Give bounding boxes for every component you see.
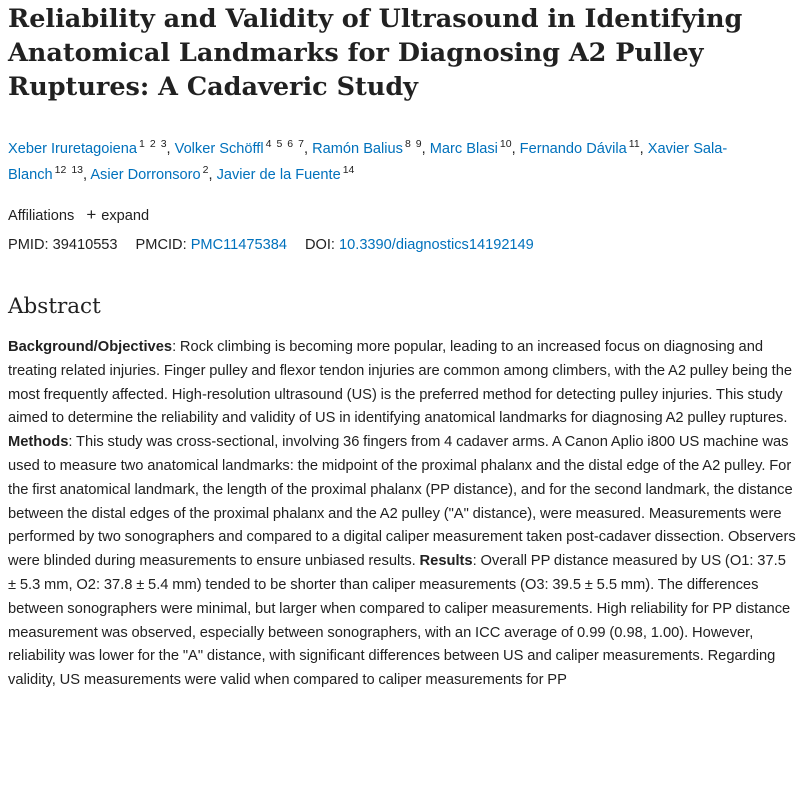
affiliation-number[interactable]: 11 bbox=[628, 138, 640, 150]
affiliation-number[interactable]: 1 bbox=[139, 138, 145, 150]
affiliation-number[interactable]: 7 bbox=[298, 138, 304, 150]
identifiers-row bbox=[8, 234, 552, 256]
author-name[interactable]: Volker Schöffl bbox=[174, 141, 264, 157]
affiliation-number[interactable]: 2 bbox=[149, 138, 156, 150]
affiliation-number[interactable]: 9 bbox=[415, 138, 422, 150]
affiliation-number[interactable]: 5 bbox=[276, 138, 283, 150]
author-affiliation-numbers bbox=[266, 138, 304, 150]
author-affiliation-numbers bbox=[55, 164, 83, 176]
author-affiliation-numbers bbox=[629, 138, 640, 150]
author-affiliation-numbers bbox=[139, 138, 167, 150]
article-title: Reliability and Validity of Ultrasound in Identifying Anatomical Landmarks for Diagnosing A2 Pulley Ruptures: A Cadaveric Study bbox=[8, 4, 743, 102]
author-name[interactable]: Javier de la Fuente bbox=[216, 167, 341, 183]
abstract-section-text: : Rock climbing is becoming more popular, leading to an increased focus on diagnosing and treating related injuries. Finger pulley and flexor tendon injuries are common among climbers, with the A2 pulley being the most frequently affected. High-resolution ultrasound (US) is the preferred method for detecting pulley injuries. This study aimed to determine the reliability and validity of US in identifying anatomical landmarks for diagnosing A2 pulley ruptures. bbox=[8, 339, 793, 427]
abstract-heading: Abstract bbox=[8, 294, 101, 319]
pmid-value: 39410553 bbox=[52, 237, 118, 253]
author-link[interactable] bbox=[519, 138, 640, 157]
author-name[interactable]: Asier Dorronsoro bbox=[90, 167, 201, 183]
affiliation-number[interactable]: 8 bbox=[404, 138, 411, 150]
affiliation-number[interactable]: 6 bbox=[287, 138, 294, 150]
affiliation-number[interactable]: 14 bbox=[342, 164, 355, 176]
author-link[interactable] bbox=[90, 164, 209, 183]
affiliation-number[interactable]: 3 bbox=[160, 138, 167, 150]
author-link[interactable] bbox=[174, 138, 304, 157]
doi-link[interactable]: 10.3390/diagnostics14192149 bbox=[339, 237, 534, 253]
affiliation-number[interactable]: 10 bbox=[499, 138, 512, 150]
pmcid-link[interactable]: PMC11475384 bbox=[190, 237, 287, 253]
author-name[interactable]: Ramón Balius bbox=[312, 141, 403, 157]
affiliations-label: Affiliations bbox=[8, 208, 75, 224]
author-name[interactable]: Fernando Dávila bbox=[519, 141, 627, 157]
affiliations-expand-button[interactable] bbox=[86, 205, 150, 224]
abstract-section-text: : This study was cross-sectional, involving 36 fingers from 4 cadaver arms. A Canon Aplio i800 US machine was used to measure two anatomical landmarks: the midpoint of the proximal phalanx and the distal edge of the A2 pulley. For the first anatomical landmark, the length of the proximal phalanx (PP distance), and for the second landmark, the distance between the distal edges of the proximal phalanx and the A2 pulley ("A" distance), were measured. Measurements were performed by two sonographers and compared to a digital caliper measurement taken post-cadaver dissection. Observers were blinded during measurements to ensure unbiased results. bbox=[8, 434, 796, 570]
abstract-section-label: Results bbox=[419, 553, 473, 570]
author-link[interactable] bbox=[429, 138, 512, 157]
plus-icon: + bbox=[86, 205, 97, 224]
author-name[interactable]: Xavier Sala-Blanch bbox=[8, 141, 728, 183]
affiliation-number[interactable]: 12 bbox=[54, 164, 67, 176]
author-affiliation-numbers bbox=[500, 138, 512, 150]
pmid-label: PMID: bbox=[8, 237, 49, 253]
author-link[interactable] bbox=[216, 164, 355, 183]
affiliation-number[interactable]: 13 bbox=[71, 164, 83, 176]
author-link[interactable] bbox=[8, 138, 167, 157]
author-affiliation-numbers bbox=[343, 164, 355, 176]
abstract-section-text: : Overall PP distance measured by US (O1: 37.5 ± 5.3 mm, O2: 37.8 ± 5.4 mm) tended to be shorter than caliper measurements (O3: 39.5 ± 5.5 mm). The differences between sonographers were minimal, but larger when compared to caliper measurements. High reliability for PP distance measurement was observed, especially between sonographers, with an ICC average of 0.99 (0.98, 1.00). However, reliability was lower for the "A" distance, with significant differences between US and caliper measurements. Regarding validity, US measurements were valid when compared to caliper measurements for PP bbox=[8, 553, 791, 689]
affiliations-row bbox=[8, 204, 149, 227]
author-name[interactable]: Xeber Iruretagoiena bbox=[8, 141, 137, 157]
expand-label: expand bbox=[101, 208, 150, 224]
affiliation-number[interactable]: 4 bbox=[265, 138, 272, 150]
author-affiliation-numbers bbox=[405, 138, 422, 150]
affiliation-number[interactable]: 2 bbox=[202, 164, 209, 176]
author-link[interactable] bbox=[312, 138, 422, 157]
abstract-text bbox=[8, 336, 797, 693]
abstract-section-label: Background/Objectives bbox=[8, 339, 173, 355]
author-list: Xeber Iruretagoiena $^{1 2 3}$, Volker Schöffl $^{4 5 6 7}$, Ramón Balius $^{8 9}$, Marc Blasi $^{10}$, Fernando Dávila $^{11}$, Xavier Sala-Blanch $^{12 13}$, Asier Dorronsoro $^2$, Javier de la Fuente $^{14}$ bbox=[8, 138, 728, 183]
abstract-section-label: Methods bbox=[8, 434, 69, 451]
doi-label: DOI: bbox=[304, 237, 335, 253]
pmcid-label: PMCID: bbox=[135, 237, 187, 253]
author-name[interactable]: Marc Blasi bbox=[429, 141, 498, 157]
